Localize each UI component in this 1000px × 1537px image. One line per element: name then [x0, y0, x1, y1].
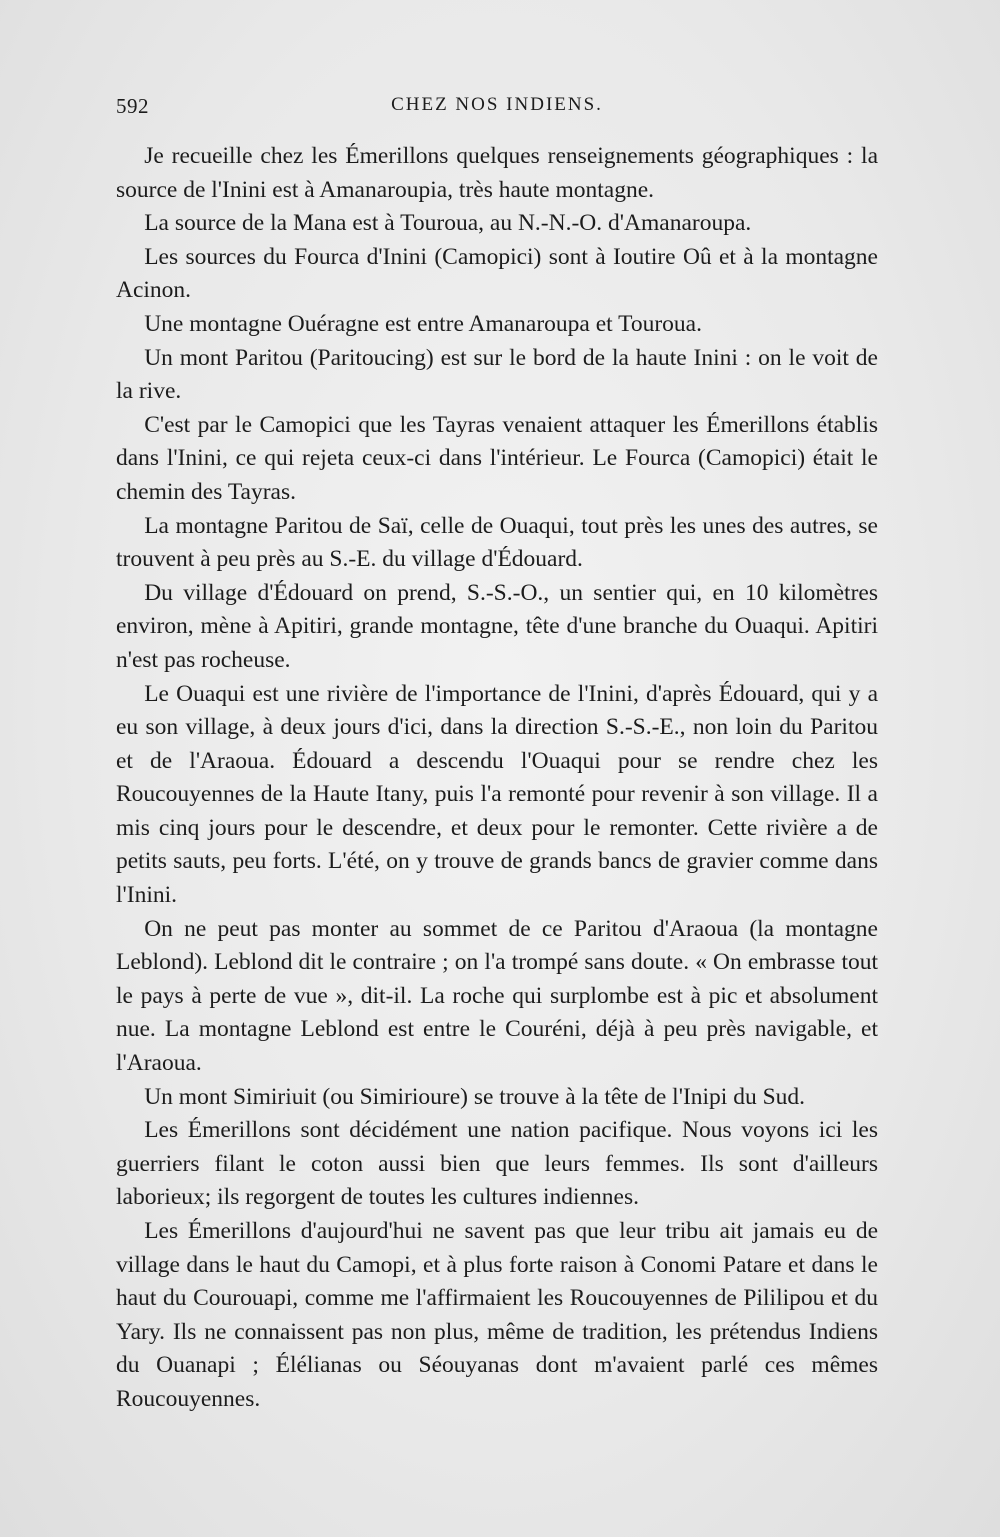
body-text: [116, 140, 878, 1417]
running-title: CHEZ NOS INDIENS.: [391, 94, 603, 115]
paragraph: La montagne Paritou de Saï, celle de Ouaqui, tout près les unes des autres, se trouvent à peu près au S.-E. du village d'Édouard.: [116, 512, 878, 573]
paragraph: Je recueille chez les Émerillons quelques renseignements géographiques : la source de l'Inini est à Amanaroupia, très haute montagne.: [116, 143, 878, 203]
paragraph: Une montagne Ouéragne est entre Amanaroupa et Touroua.: [144, 310, 702, 337]
paragraph: Les sources du Fourca d'Inini (Camopici) sont à Ioutire Oû et à la montagne Acinon.: [116, 243, 878, 304]
paragraph: Les Émerillons d'aujourd'hui ne savent pas que leur tribu ait jamais eu de village dans le haut du Camopi, et à plus forte raison à Conomi Patare et dans le haut du Courouapi, comme me l'affirmaient les Roucouyennes de Pililipou et du Yary. Ils ne connaissent pas non plus, même de tradition, les prétendus Indiens du Ouanapi ; Élélianas ou Séouyanas dont m'avaient parlé ces mêmes Roucouyennes.: [116, 1218, 878, 1412]
paragraph: On ne peut pas monter au sommet de ce Paritou d'Araoua (la montagne Leblond). Leblond dit le contraire ; on l'a trompé sans doute. « On embrasse tout le pays à perte de vue », dit-il. La roche qui surplombe est à pic et absolument nue. La montagne Leblond est entre le Couréni, déjà à peu près navigable, et l'Araoua.: [116, 915, 878, 1077]
page-header: [116, 94, 878, 122]
paragraph: Un mont Paritou (Paritoucing) est sur le bord de la haute Inini : on le voit de la rive.: [116, 344, 878, 405]
paragraph: La source de la Mana est à Touroua, au N.-N.-O. d'Amanaroupa.: [144, 210, 752, 237]
page-number: 592: [116, 94, 149, 118]
paragraph: Du village d'Édouard on prend, S.-S.-O., un sentier qui, en 10 kilomètres environ, mène à Apitiri, grande montagne, tête d'une branche du Ouaqui. Apitiri n'est pas rocheuse.: [116, 579, 878, 673]
paragraph: Les Émerillons sont décidément une nation pacifique. Nous voyons ici les guerriers filant le coton aussi bien que leurs femmes. Ils sont d'ailleurs laborieux; ils regorgent de toutes les cultures indiennes.: [116, 1117, 878, 1211]
paragraph: Un mont Simiriuit (ou Simirioure) se trouve à la tête de l'Inipi du Sud.: [144, 1083, 806, 1110]
paragraph: Le Ouaqui est une rivière de l'importance de l'Inini, d'après Édouard, qui y a eu son village, à deux jours d'ici, dans la direction S.-S.-E., non loin du Paritou et de l'Araoua. Édouard a descendu l'Ouaqui pour se rendre chez les Roucouyennes de la Haute Itany, puis l'a remonté pour revenir à son village. Il a mis cinq jours pour le descendre, et deux pour le remonter. Cette rivière a de petits sauts, peu forts. L'été, on y trouve de grands bancs de gravier comme dans l'Inini.: [116, 680, 878, 909]
paragraph: C'est par le Camopici que les Tayras venaient attaquer les Émerillons établis dans l'Inini, ce qui rejeta ceux-ci dans l'intérieur. Le Fourca (Camopici) était le chemin des Tayras.: [116, 411, 878, 505]
